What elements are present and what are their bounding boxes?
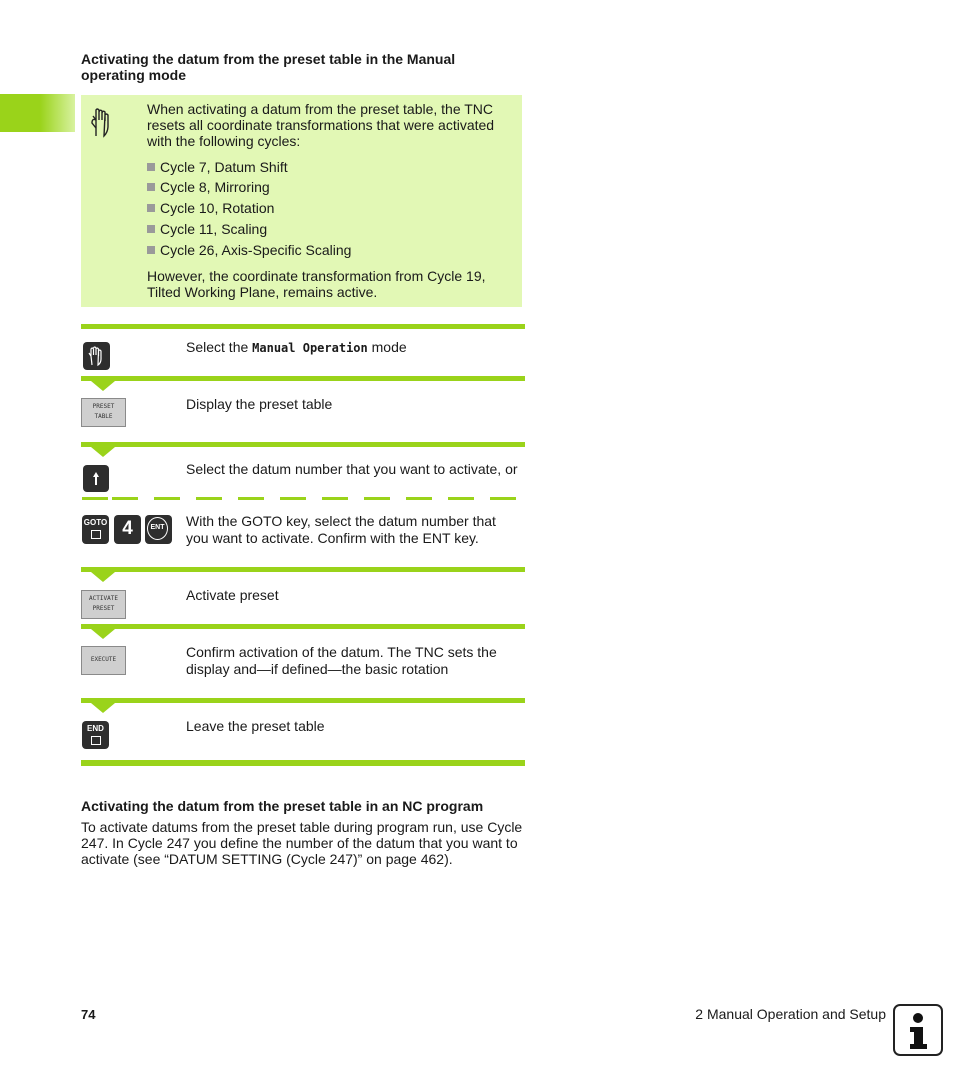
dash-divider: [322, 497, 348, 500]
dash-divider: [406, 497, 432, 500]
note-intro: When activating a datum from the preset table, the TNC resets all coordinate transformations that were activated with the following cycles:: [147, 101, 495, 149]
step-select-datum-text: Select the datum number that you want to activate, or: [186, 461, 518, 477]
dash-divider: [490, 497, 516, 500]
step-divider: [81, 376, 525, 381]
hand-note-icon: [90, 106, 116, 140]
end-key[interactable]: END: [82, 721, 109, 749]
page-number: 74: [81, 1007, 96, 1022]
dash-divider: [154, 497, 180, 500]
activate-preset-softkey[interactable]: ACTIVATE PRESET: [81, 590, 126, 619]
step-divider: [81, 324, 525, 329]
section-heading-nc-program: Activating the datum from the preset table in an NC program: [81, 798, 484, 814]
arrow-up-icon: [91, 471, 101, 486]
arrow-up-key[interactable]: [83, 465, 109, 492]
step-arrow-icon: [91, 381, 115, 391]
step-arrow-icon: [91, 629, 115, 639]
chapter-tab-marker-fade: [40, 94, 75, 132]
dash-divider: [196, 497, 222, 500]
step-arrow-icon: [91, 572, 115, 582]
step-divider: [81, 698, 525, 703]
note-list-item: Cycle 7, Datum Shift: [147, 159, 288, 175]
note-list-item: Cycle 8, Mirroring: [147, 179, 270, 195]
step-arrow-icon: [91, 447, 115, 457]
note-list-item: Cycle 26, Axis-Specific Scaling: [147, 242, 351, 258]
mode-name: Manual Operation: [252, 341, 368, 355]
step-activate-text: Activate preset: [186, 587, 279, 603]
step-leave-text: Leave the preset table: [186, 718, 325, 734]
note-outro: However, the coordinate transformation from Cycle 19, Tilted Working Plane, remains active.: [147, 268, 486, 300]
dash-divider: [448, 497, 474, 500]
goto-key[interactable]: GOTO: [82, 515, 109, 544]
preset-table-softkey[interactable]: PRESET TABLE: [81, 398, 126, 427]
bullet-icon: [147, 163, 155, 171]
steps-end-bar: [81, 760, 525, 766]
step-divider: [81, 624, 525, 629]
step-goto-text: With the GOTO key, select the datum number that you want to activate. Confirm with the ENT key.: [186, 513, 496, 546]
section-body-nc-program: To activate datums from the preset table during program run, use Cycle 247. In Cycle 247 you define the number of the datum that you want to activate (see “DATUM SETTING (Cycle 247)” on page 462).: [81, 819, 523, 867]
step-confirm-text: Confirm activation of the datum. The TNC sets the display and—if defined—the basic rotation: [186, 644, 497, 677]
info-icon: [893, 1004, 943, 1056]
footer-chapter: 2 Manual Operation and Setup: [695, 1006, 886, 1022]
dash-divider: [112, 497, 138, 500]
dash-divider: [364, 497, 390, 500]
step-divider: [81, 442, 525, 447]
dash-divider: [238, 497, 264, 500]
bullet-icon: [147, 225, 155, 233]
info-glyph-icon: [895, 1006, 941, 1054]
key-square-icon: [91, 530, 101, 539]
manual-operation-key[interactable]: [83, 342, 110, 370]
section-heading-manual: Activating the datum from the preset table in the Manual operating mode: [81, 51, 456, 83]
ent-circle-icon: ENT: [147, 517, 168, 540]
hand-icon: [87, 345, 106, 367]
bullet-icon: [147, 204, 155, 212]
step-divider: [81, 567, 525, 572]
note-list-item: Cycle 10, Rotation: [147, 200, 274, 216]
note-list-item: Cycle 11, Scaling: [147, 221, 267, 237]
bullet-icon: [147, 183, 155, 191]
step-select-manual-text: Select the Manual Operation mode: [186, 339, 407, 355]
step-arrow-icon: [91, 703, 115, 713]
dash-divider: [82, 497, 108, 500]
bullet-icon: [147, 246, 155, 254]
key-square-icon: [91, 736, 101, 745]
dash-divider: [280, 497, 306, 500]
ent-key[interactable]: [145, 515, 172, 544]
step-display-preset-text: Display the preset table: [186, 396, 333, 412]
number-4-key[interactable]: 4: [114, 515, 141, 544]
execute-softkey[interactable]: EXECUTE: [81, 646, 126, 675]
